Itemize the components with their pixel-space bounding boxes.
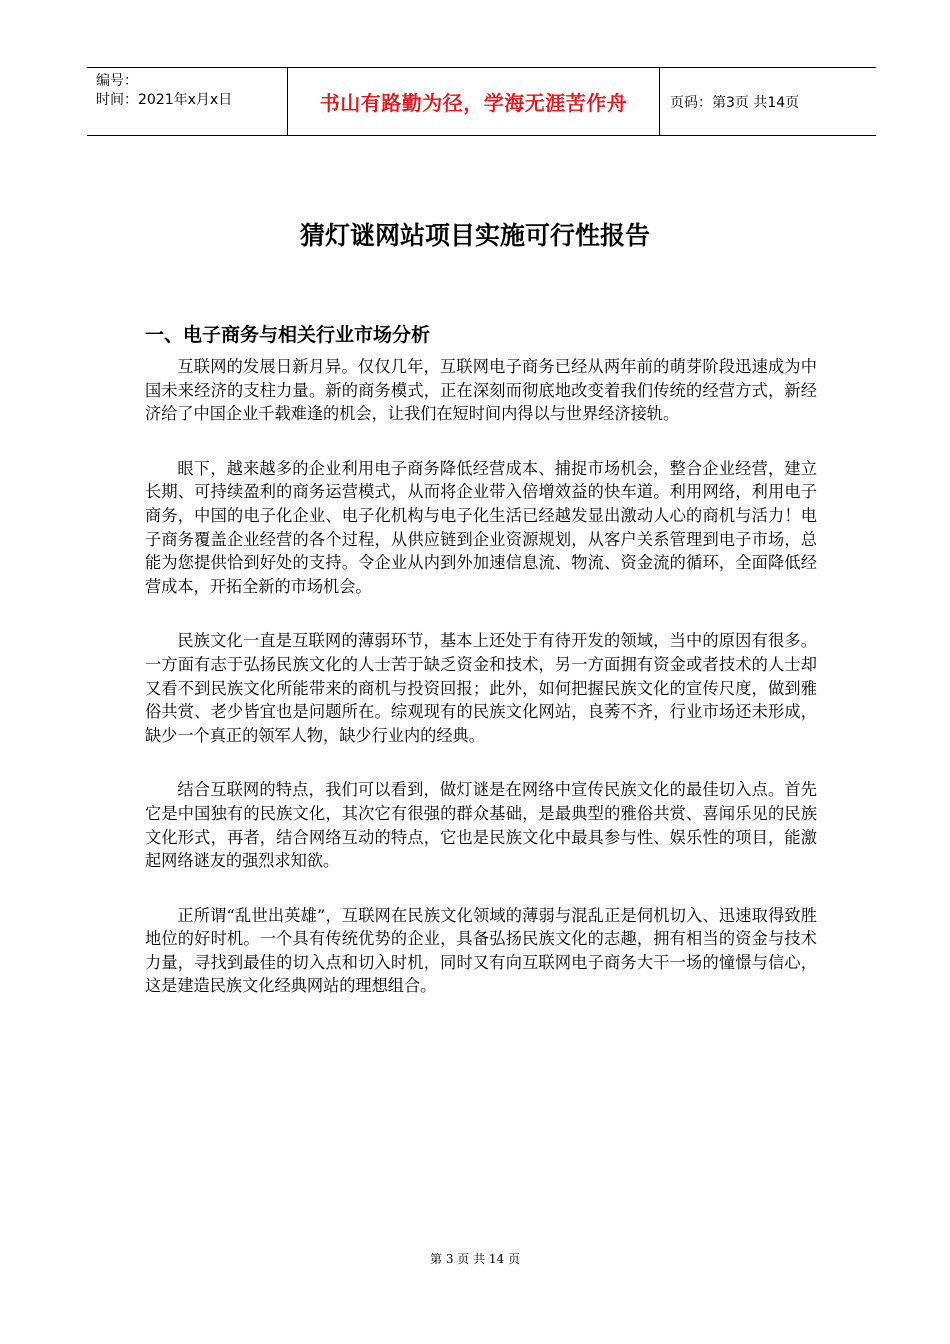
serial-number-label: 编号： (96, 73, 138, 89)
header-meta (87, 68, 287, 135)
paragraph: 眼下，越来越多的企业利用电子商务降低经营成本、捕捉市场机会，整合企业经营，建立长期、可持续盈利的商务运营模式，从而将企业带入倍增效益的快车道。利用网络，利用电子商务，中国的电子化企业、电子化机构与电子化生活已经越发显出激动人心的商机与活力！电子商务覆盖企业经营的各个过程，从供应链到企业资源规划，从客户关系管理到电子市场，总能为您提供恰到好处的支持。令企业从内到外加速信息流、物流、资金流的循环，全面降低经营成本，开拓全新的市场机会。 (145, 458, 817, 596)
paragraph: 结合互联网的特点，我们可以看到，做灯谜是在网络中宣传民族文化的最佳切入点。首先它是中国独有的民族文化，其次它有很强的群众基础，是最典型的雅俗共赏、喜闻乐见的民族文化形式，再者，结合网络互动的特点，它也是民族文化中最具参与性、娱乐性的项目，能激起网络谜友的强烈求知欲。 (145, 780, 817, 871)
page-footer: 第 3 页 共 14 页 (430, 1252, 520, 1266)
page-header (87, 67, 876, 136)
paragraph: 民族文化一直是互联网的薄弱环节，基本上还处于有待开发的领域，当中的原因有很多。一方面有志于弘扬民族文化的人士苦于缺乏资金和技术，另一方面拥有资金或者技术的人士却又看不到民族文化所能带来的商机与投资回报；此外，如何把握民族文化的宣传尺度，做到雅俗共赏、老少皆宜也是问题所在。综观现有的民族文化网站，良莠不齐，行业市场还未形成，缺少一个真正的领军人物，缺少行业内的经典。 (145, 631, 817, 745)
header-page-info: 页码：第3页 共14页 (670, 94, 800, 111)
document-body (145, 355, 817, 1029)
paragraph: 正所谓“乱世出英雄”，互联网在民族文化领域的薄弱与混乱正是伺机切入、迅速取得致胜地位的好时机。一个具有传统优势的企业，具备弘扬民族文化的志趣，拥有相当的资金与技术力量，寻找到最佳的切入点和切入时机，同时又有向互联网电子商务大干一场的憧憬与信心，这是建造民族文化经典网站的理想组合。 (145, 905, 817, 996)
paragraph: 互联网的发展日新月异。仅仅几年，互联网电子商务已经从两年前的萌芽阶段迅速成为中国未来经济的支柱力量。新的商务模式，正在深刻而彻底地改变着我们传统的经营方式，新经济给了中国企业千载难逢的机会，让我们在短时间内得以与世界经济接轨。 (145, 357, 817, 424)
time-label: 时间：2021年x月x日 (96, 92, 233, 108)
header-motto: 书山有路勤为径，学海无涯苦作舟 (287, 68, 660, 135)
section-heading: 一、电子商务与相关行业市场分析 (145, 324, 431, 346)
document-title: 猜灯谜网站项目实施可行性报告 (299, 221, 650, 250)
